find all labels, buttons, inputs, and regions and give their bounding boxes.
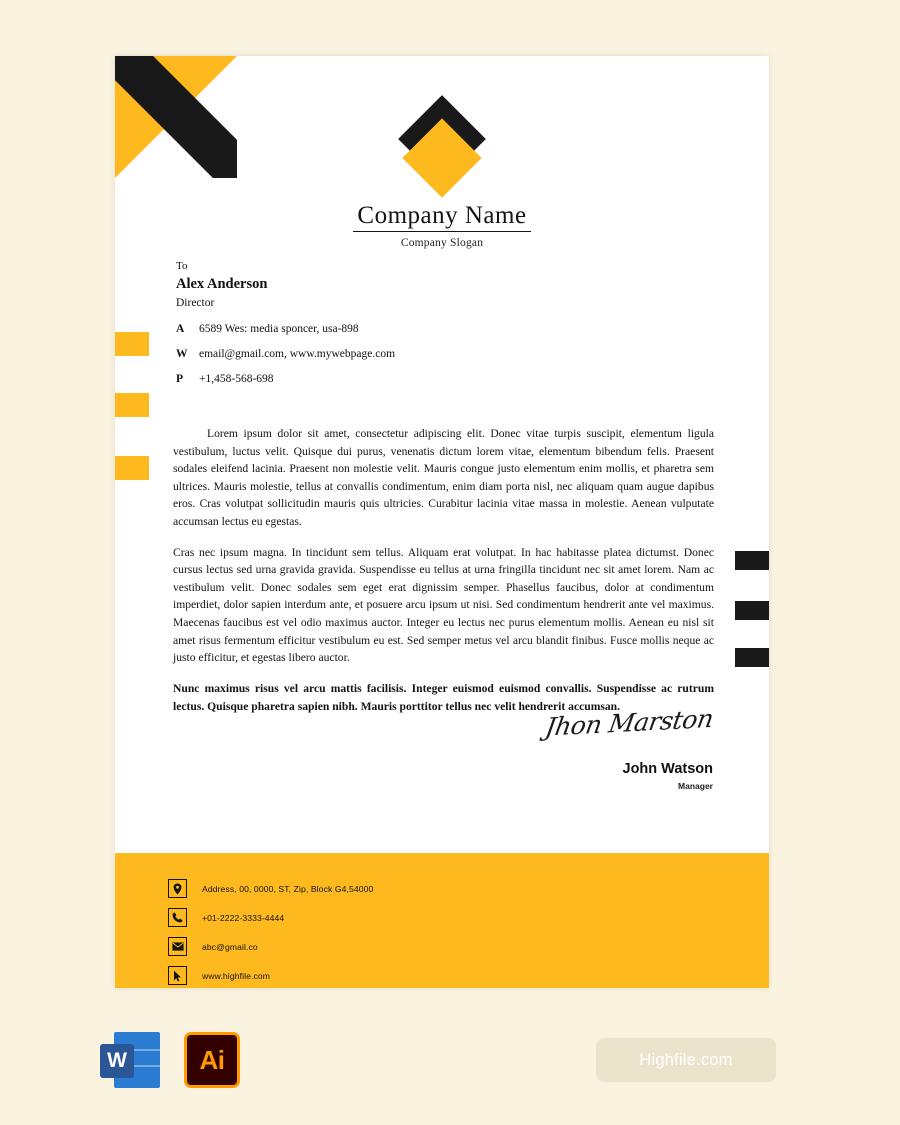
web-key-icon: W <box>176 347 188 360</box>
watermark-text: Highfile.com <box>639 1050 733 1069</box>
body-paragraph-1: Lorem ipsum dolor sit amet, consectetur adipiscing elit. Donec vitae turpis suscipit, elementum ligula vestibulum, luctus velit. Quisque dui purus, venenatis dictum lorem vitae, elementum bibendum felis. Praesent sodales eleifend lacinia. Praesent non molestie velit. Mauris congue justo elementum enim mollis, et pharetra sem ultrices. Mauris molestie, tellus at convallis condimentum, enim diam porta nisl, nec aliquam quam augue dapibus eros. Cras volutpat sollicitudin mauris quis ultricies. Curabitur lacinia vitae massa in molestie. Aenean vulputate accumsan lectus eu egestas. <box>173 427 714 529</box>
footer-band <box>115 853 769 988</box>
letter-body <box>173 425 714 715</box>
footer-address-text: Address, 00, 0000, ST, Zip, Block G4,54000 <box>202 883 374 894</box>
left-accent-block-3 <box>115 456 149 480</box>
contact-row-phone <box>176 372 395 387</box>
signer-title: Manager <box>678 781 713 791</box>
cursor-arrow-icon <box>168 966 187 985</box>
recipient-role: Director <box>176 296 215 309</box>
right-accent-block-3 <box>735 648 769 667</box>
left-accent-block-1 <box>115 332 149 356</box>
footer-website-text: www.highfile.com <box>202 970 270 981</box>
letterhead-page <box>115 56 769 988</box>
illustrator-icon-letters: Ai <box>184 1032 240 1088</box>
to-label: To <box>176 260 188 272</box>
left-accent-block-2 <box>115 393 149 417</box>
body-paragraph-3: Nunc maximus risus vel arcu mattis facilisis. Integer euismod euismod convallis. Suspendisse ac rutrum lectus. Quisque pharetra sapien nibh. Mauris porttitor tellus nec velit hendrerit accumsan. <box>173 681 714 713</box>
phone-icon <box>168 908 187 927</box>
diamond-logo-icon <box>396 104 488 192</box>
body-paragraph-2: Cras nec ipsum magna. In tincidunt sem tellus. Aliquam erat volutpat. In hac habitasse platea dictumst. Donec cursus lectus sed urna gravida gravida. Suspendisse eu tellus at urna fringilla tincidunt nec sit amet lorem. Nam ac vestibulum velit. Donec sodales sem eget erat dignissim semper. Phasellus faucibus, dolor at condimentum imperdiet, dolor sapien interdum ante, et posuere arcu ipsum ut nisi. Sed condimentum hendrerit ante vel maximus. Maecenas faucibus est vel odio maximus auctor. Integer eu lectus nec purus elementum mollis. Aenean eu nisl sit amet risus fermentum efficitur vestibulum eu est. Sed semper metus vel arcu blandit finibus. Fusce mollis neque ac justo efficitur, et egestas libero auctor. <box>173 545 714 665</box>
recipient-web: email@gmail.com, www.mywebpage.com <box>199 347 396 360</box>
contact-row-web <box>176 347 395 362</box>
recipient-address: 6589 Wes: media sponcer, usa-898 <box>199 322 359 335</box>
footer-row-address <box>168 879 769 898</box>
footer-phone-text: +01-2222-3333-4444 <box>202 912 285 923</box>
handwritten-signature: Jhon Marston <box>543 704 716 742</box>
company-slogan: Company Slogan <box>400 237 484 249</box>
location-pin-icon <box>168 879 187 898</box>
right-accent-block-1 <box>735 551 769 570</box>
phone-key-icon: P <box>176 372 184 385</box>
signer-name: John Watson <box>622 761 713 777</box>
company-name: Company Name <box>353 202 530 232</box>
microsoft-word-icon[interactable] <box>100 1030 160 1090</box>
brand-header <box>115 104 769 249</box>
footer-row-website <box>168 966 769 985</box>
footer-email-text: abc@gmail.co <box>202 941 258 952</box>
word-icon-letter: W <box>100 1044 134 1078</box>
adobe-illustrator-icon[interactable] <box>182 1030 242 1090</box>
recipient-name: Alex Anderson <box>176 275 268 292</box>
contact-row-address <box>176 322 395 337</box>
recipient-block <box>176 259 395 387</box>
right-accent-block-2 <box>735 601 769 620</box>
recipient-phone: +1,458-568-698 <box>199 372 274 385</box>
address-key-icon: A <box>176 322 185 335</box>
envelope-icon <box>168 937 187 956</box>
signature-block <box>513 704 716 791</box>
watermark-badge <box>596 1038 776 1082</box>
footer-row-phone <box>168 908 769 927</box>
footer-row-email <box>168 937 769 956</box>
file-format-icons <box>100 1030 242 1090</box>
